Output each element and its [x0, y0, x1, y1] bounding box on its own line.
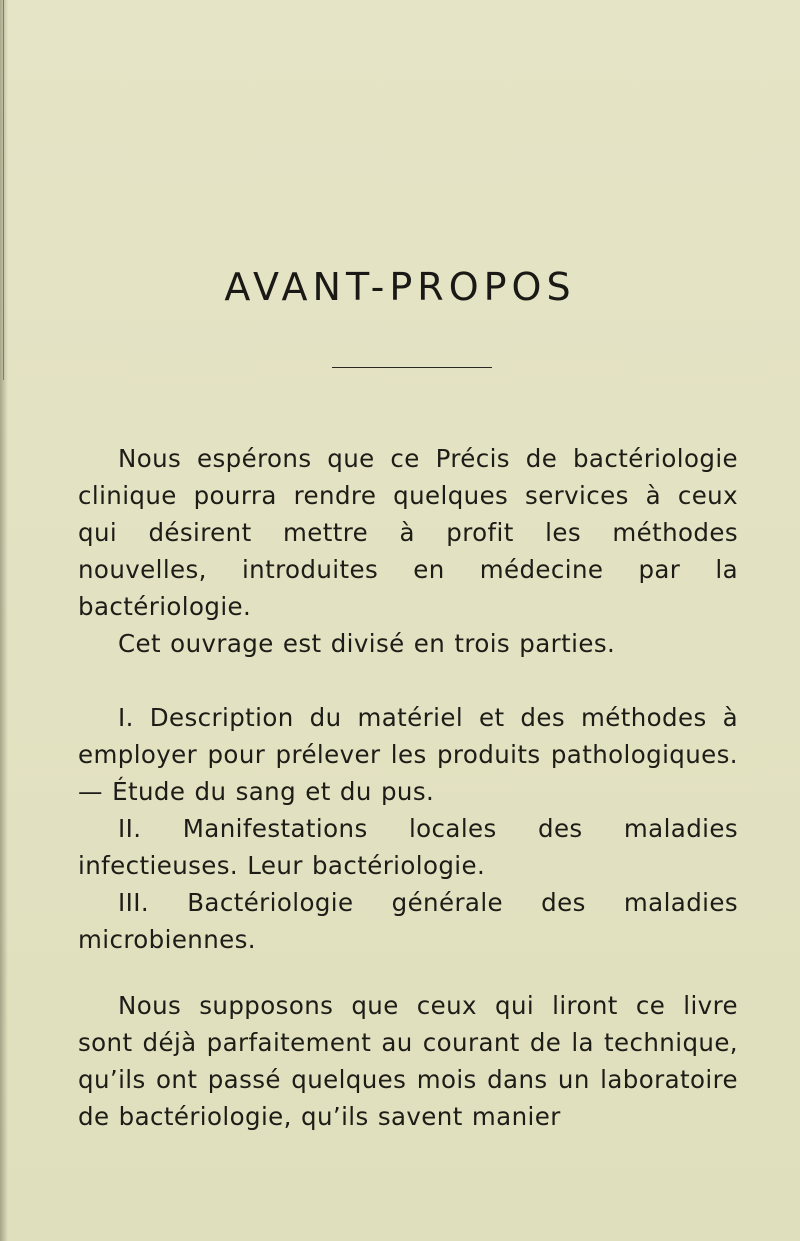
- closing-paragraph: Nous supposons que ceux qui liront ce livre sont déjà parfaitement au courant de la technique, qu’ils ont passé quelques mois dans un laboratoire de bactériologie, qu’ils savent manier: [78, 991, 738, 1131]
- closing-section: [78, 987, 738, 1135]
- intro-paragraph: Cet ouvrage est divisé en trois parties.: [118, 629, 616, 658]
- intro-section: [78, 440, 738, 662]
- part-paragraph: II. Manifestations locales des maladies infectieuses. Leur bactériologie.: [78, 814, 738, 880]
- part-paragraph: I. Description du matériel et des méthodes à employer pour prélever les produits pathologiques. — Étude du sang et du pus.: [78, 703, 738, 806]
- page-edge-shadow: [0, 0, 8, 1241]
- intro-paragraph: Nous espérons que ce Précis de bactériologie clinique pourra rendre quelques services à ceux qui désirent mettre à profit les méthodes nouvelles, introduites en médecine par la bactériologie.: [78, 444, 738, 621]
- title-divider: [332, 367, 492, 368]
- page-edge-line: [3, 0, 4, 380]
- page-title: AVANT-PROPOS: [224, 265, 576, 309]
- parts-section: [78, 699, 738, 958]
- part-paragraph: III. Bactériologie générale des maladies microbiennes.: [78, 888, 738, 954]
